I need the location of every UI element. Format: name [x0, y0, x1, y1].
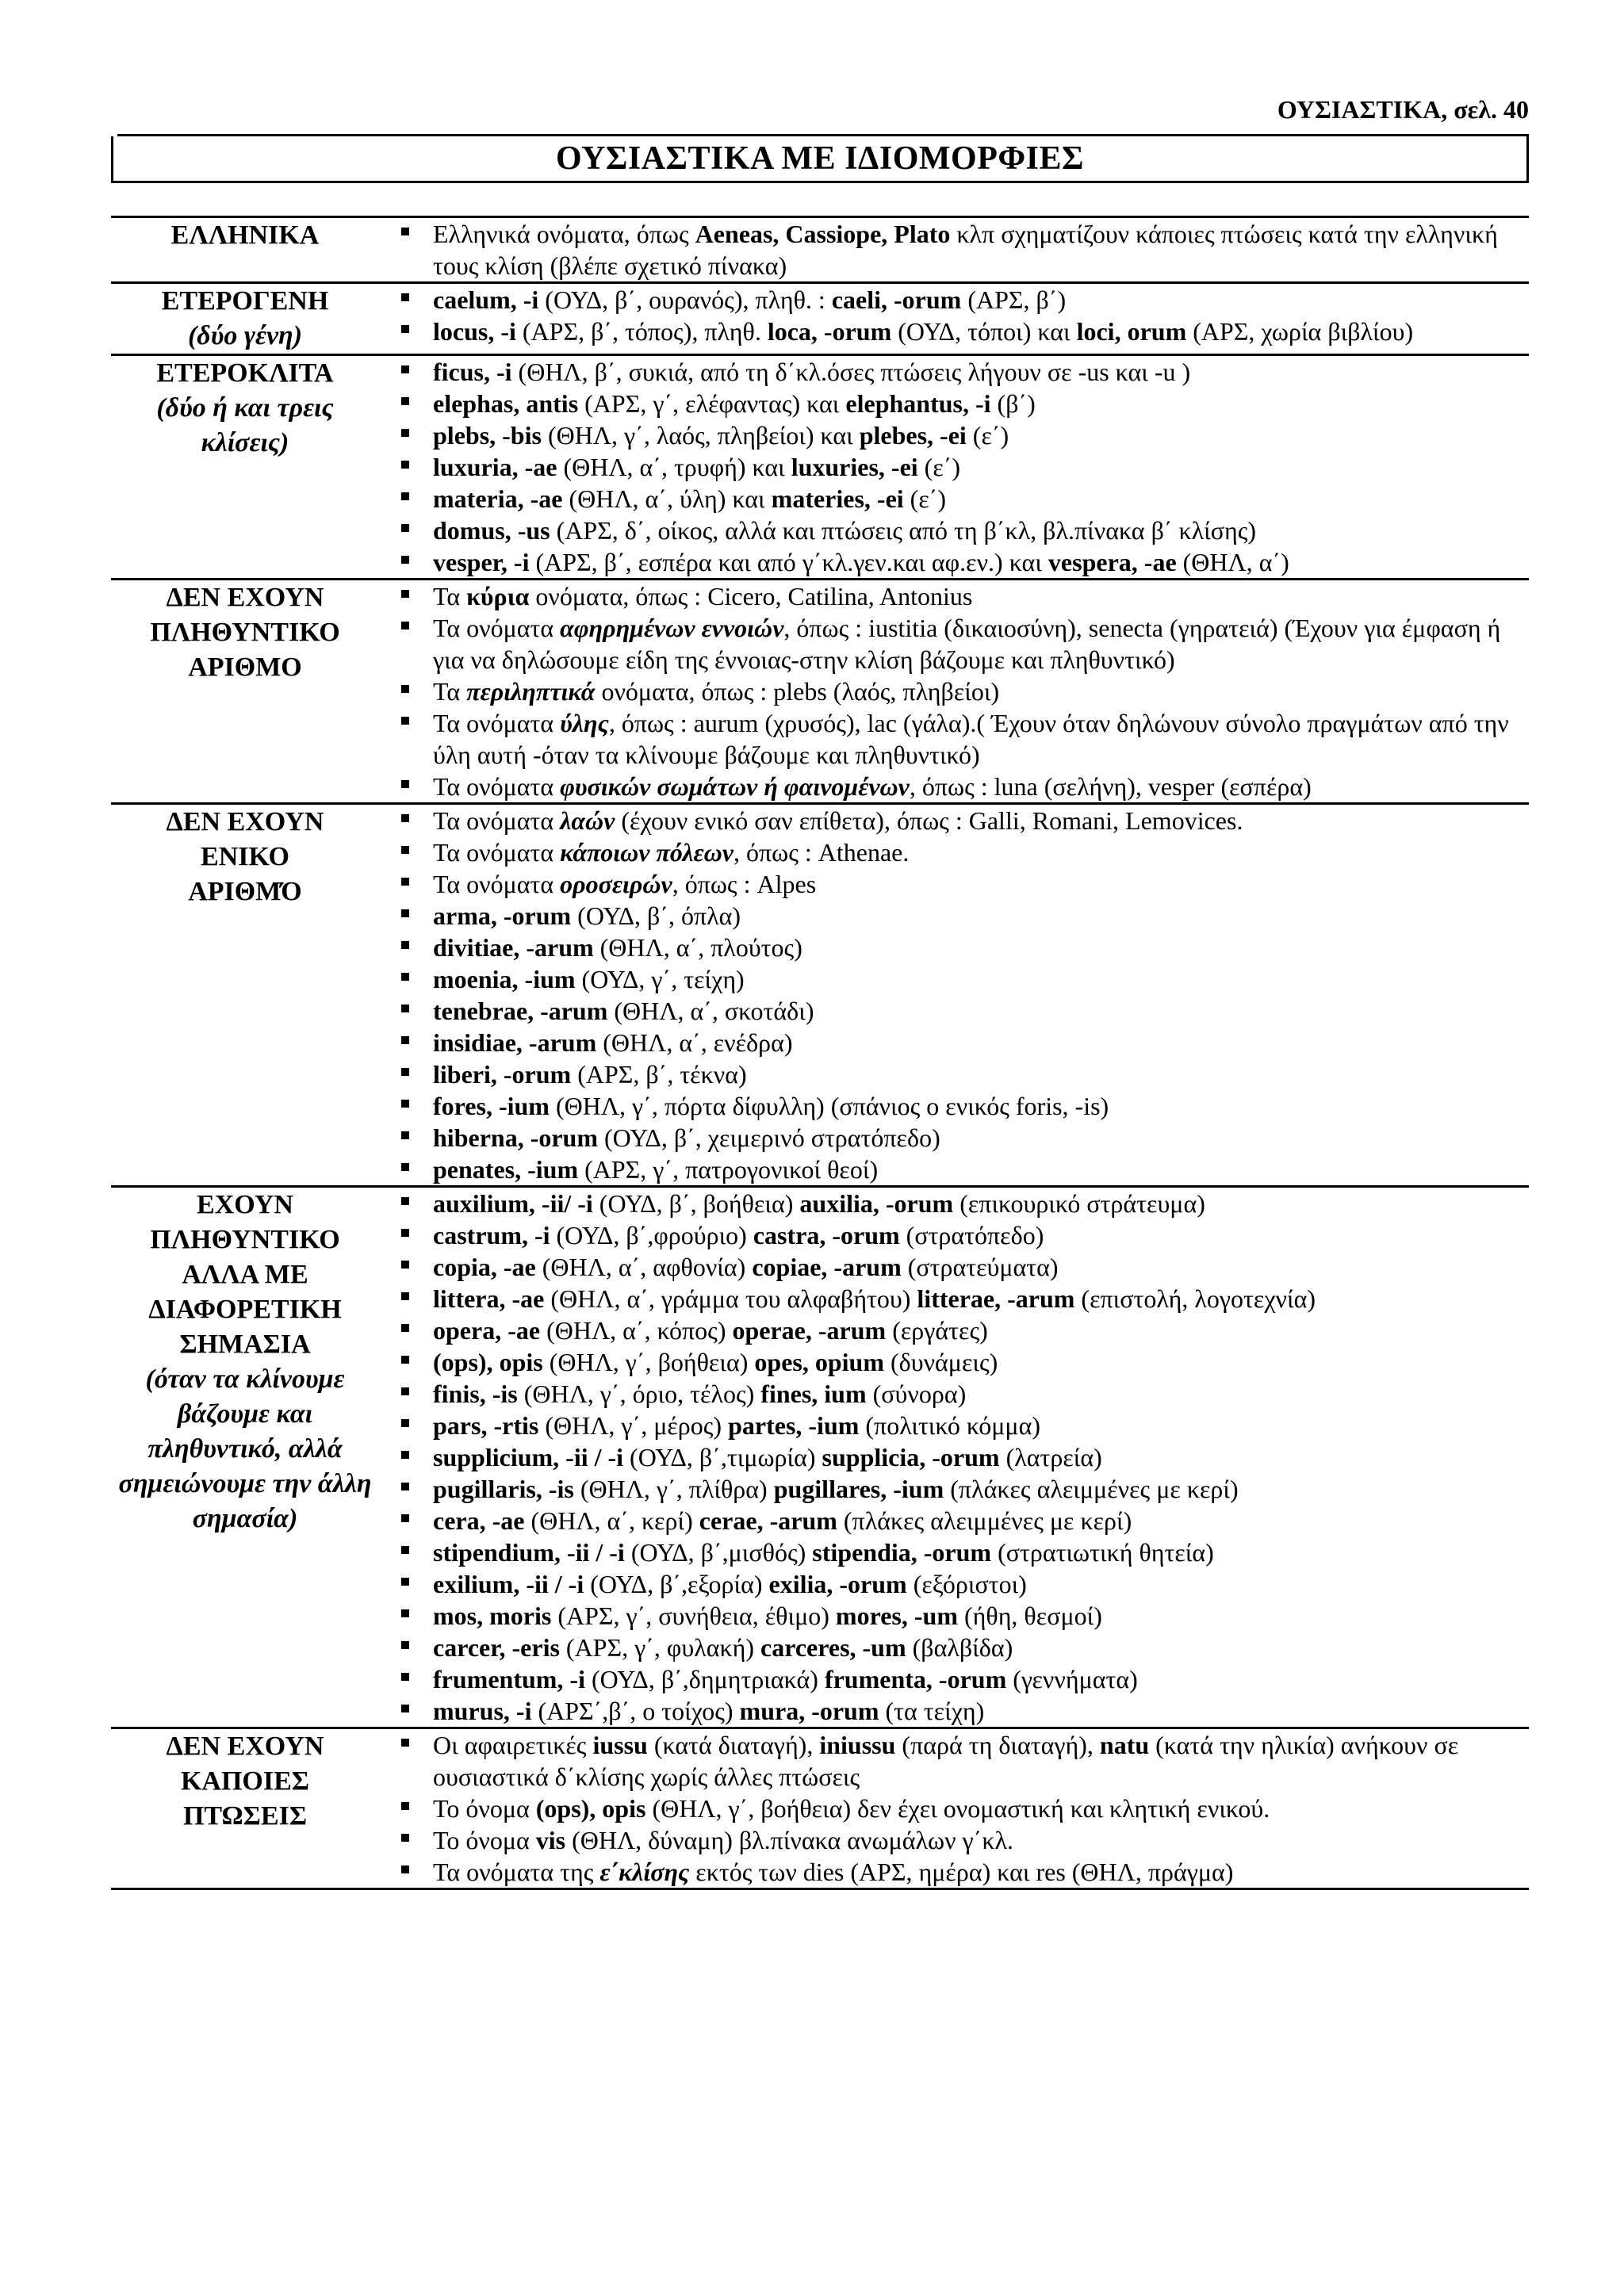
list-item — [395, 284, 1529, 316]
item-text: (ΟΥΔ, β΄, βοήθεια) — [592, 1189, 800, 1218]
bold-term: vesper, -i — [433, 548, 530, 576]
bold-term: materia, -ae — [433, 484, 563, 513]
item-text: (ΘΗΛ, γ΄, όριο, τέλος) — [517, 1380, 761, 1408]
list-item — [395, 451, 1529, 483]
bold-term: mores, -um — [835, 1601, 958, 1630]
item-text: (ΘΗΛ, β΄, συκιά, από τη δ΄κλ.όσες πτώσεις λήγουν σε -us και -u ) — [511, 358, 1191, 386]
section-content — [379, 217, 1529, 283]
list-item — [395, 932, 1529, 963]
bold-term: copiae, -arum — [752, 1253, 902, 1281]
item-text: (ΟΥΔ, β΄,εξορία) — [584, 1570, 769, 1598]
label-subtitle: (δύο ή και τρεις κλίσεις) — [156, 393, 334, 457]
bold-term: stipendium, -ii / -i — [433, 1538, 625, 1567]
bold-term: fines, ium — [760, 1380, 867, 1408]
emphasis-text: φυσικών σωμάτων ή φαινομένων — [560, 772, 910, 801]
list-item — [395, 805, 1529, 836]
bold-term — [560, 838, 733, 867]
section-content — [379, 1728, 1529, 1889]
list-item — [395, 546, 1529, 578]
list-item — [395, 1568, 1529, 1600]
bold-term: ficus, -i — [433, 358, 512, 386]
bold-term: cera, -ae — [433, 1506, 525, 1535]
bold-term: mura, -orum — [739, 1697, 879, 1725]
label-line: ΑΡΙΘΜΟ — [188, 652, 302, 682]
bold-term — [466, 677, 595, 706]
emphasis-text: οροσειρών — [560, 870, 672, 898]
item-text: (επικουρικό στράτευμα) — [953, 1189, 1205, 1218]
bold-term: luxuria, -ae — [433, 453, 557, 481]
item-text: Τα ονόματα — [433, 772, 561, 801]
label-line: ΣΗΜΑΣΙΑ — [179, 1330, 311, 1359]
item-text: (ΑΡΣ, χωρία βιβλίου) — [1186, 317, 1414, 346]
item-text: (ΘΗΛ, α΄) — [1176, 548, 1289, 576]
label-line: ΔΕΝ ΕΧΟΥΝ — [166, 807, 324, 836]
section-content — [379, 283, 1529, 355]
label-line: ΕΤΕΡΟΚΛΙΤΑ — [156, 358, 334, 388]
bold-term: loci, orum — [1076, 317, 1187, 346]
item-text: (ΟΥΔ, β΄, όπλα) — [571, 901, 741, 930]
label-subtitle: (όταν τα κλίνουμε βάζουμε και πληθυντικό, αλλά σημειώνουμε την άλλη σημασία) — [118, 1364, 372, 1533]
section-label — [111, 355, 379, 580]
label-subtitle: (δύο γένη) — [187, 321, 303, 350]
label-line: ΔΕΝ ΕΧΟΥΝ — [166, 583, 324, 612]
list-item — [395, 316, 1529, 347]
bold-term: cerae, -arum — [699, 1506, 837, 1535]
label-line: ΑΡΙΘΜΌ — [188, 877, 302, 906]
item-text: (στρατεύματα) — [901, 1253, 1059, 1281]
bold-term: κύρια — [466, 582, 530, 610]
bold-term: elephantus, -i — [845, 389, 991, 418]
item-text: (ε΄) — [966, 421, 1009, 450]
bold-term: elephas, antis — [433, 389, 579, 418]
item-text: Τα ονόματα — [433, 838, 561, 867]
bold-term: (ops), opis — [433, 1348, 543, 1376]
label-line: ΔΕΝ ΕΧΟΥΝ — [166, 1732, 324, 1761]
item-text: (ΘΗΛ, α΄, τρυφή) και — [557, 453, 791, 481]
item-text: (ΟΥΔ, β΄, χειμερινό στρατόπεδο) — [598, 1123, 940, 1152]
page-title: ΟΥΣΙΑΣΤΙΚΑ ΜΕ ΙΔΙΟΜΟΡΦΙΕΣ — [555, 140, 1084, 177]
bullet-list — [395, 1188, 1529, 1727]
item-text: (ΟΥΔ, β΄, ουρανός), πληθ. : — [538, 285, 832, 314]
bold-term: arma, -orum — [433, 901, 572, 930]
bold-term: supplicia, -orum — [822, 1443, 1000, 1471]
section-row — [111, 1187, 1529, 1728]
list-item — [395, 1600, 1529, 1632]
list-item — [395, 707, 1529, 771]
bold-term: materies, -ei — [771, 484, 904, 513]
bold-term: frumentum, -i — [433, 1665, 585, 1693]
list-item — [395, 771, 1529, 802]
bold-term: carceres, -um — [760, 1633, 906, 1662]
emphasis-text: περιληπτικά — [466, 677, 596, 706]
bold-term: partes, -ium — [728, 1411, 860, 1440]
bullet-list — [395, 218, 1529, 281]
bold-term — [560, 806, 615, 835]
item-text: (ΘΗΛ, γ΄, λαός, πληβείοι) και — [541, 421, 860, 450]
bold-term: auxilium, -ii/ -i — [433, 1189, 593, 1218]
bold-term: opes, opium — [754, 1348, 884, 1376]
list-item — [395, 1188, 1529, 1219]
item-text: (κατά την ηλικία) ανήκουν σε ουσιαστικά δ΄κλίσης χωρίς άλλες πτώσεις — [433, 1731, 1459, 1791]
bold-term: tenebrae, -arum — [433, 997, 608, 1025]
item-text: (ΘΗΛ, α΄, σκοτάδι) — [607, 997, 814, 1025]
section-row — [111, 804, 1529, 1187]
bold-term: (ops), opis — [535, 1794, 646, 1823]
bold-term — [599, 1858, 689, 1886]
bold-term: loca, -orum — [767, 317, 892, 346]
list-item — [395, 1695, 1529, 1727]
page-header — [117, 95, 1529, 136]
bullet-list — [395, 284, 1529, 347]
item-text: Ελληνικά ονόματα, όπως — [433, 220, 695, 248]
list-item — [395, 1090, 1529, 1122]
bold-term: mos, moris — [433, 1601, 552, 1630]
item-text: εκτός των dies (ΑΡΣ, ημέρα) και res (ΘΗΛ, πράγμα) — [689, 1858, 1234, 1886]
item-text: (ΘΗΛ, α΄, ύλη) και — [562, 484, 772, 513]
list-item — [395, 388, 1529, 419]
bold-term: frumenta, -orum — [824, 1665, 1007, 1693]
emphasis-text: λαών — [560, 806, 615, 835]
item-text: Τα ονόματα — [433, 709, 561, 737]
item-text: Οι αφαιρετικές — [433, 1731, 593, 1759]
bold-term: copia, -ae — [433, 1253, 536, 1281]
item-text: Τα ονόματα — [433, 806, 561, 835]
emphasis-text: ύλης — [560, 709, 609, 737]
list-item — [395, 1441, 1529, 1473]
list-item — [395, 1856, 1529, 1888]
item-text: (σύνορα) — [866, 1380, 967, 1408]
bold-term: vis — [535, 1826, 566, 1854]
label-line: ΕΤΕΡΟΓΕΝΗ — [161, 286, 329, 316]
bold-term: penates, -ium — [433, 1155, 579, 1184]
bold-term: moenia, -ium — [433, 965, 576, 993]
item-text: (ΑΡΣ΄,β΄, ο τοίχος) — [531, 1697, 740, 1725]
bold-term: plebs, -bis — [433, 421, 542, 450]
item-text: (ΟΥΔ, τόποι) και — [891, 317, 1077, 346]
list-item — [395, 419, 1529, 451]
item-text: (ΑΡΣ, γ΄, ελέφαντας) και — [578, 389, 846, 418]
section-row — [111, 217, 1529, 283]
bold-term: liberi, -orum — [433, 1060, 572, 1089]
bold-term: domus, -us — [433, 516, 550, 545]
section-content — [379, 355, 1529, 580]
item-text: (β΄) — [990, 389, 1036, 418]
list-item — [395, 1219, 1529, 1251]
item-text: , όπως : aurum (χρυσός), lac (γάλα).( Έχουν όταν δηλώνουν σύνολο πραγμάτων από την ύλη αυτή -όταν τα κλίνουμε βάζουμε και πληθυντικό) — [433, 709, 1509, 769]
item-text: (στρατόπεδο) — [899, 1221, 1044, 1249]
item-text: (τα τείχη) — [879, 1697, 985, 1725]
item-text: (ΘΗΛ, α΄, ενέδρα) — [596, 1028, 793, 1057]
item-text: (στρατιωτική θητεία) — [991, 1538, 1214, 1567]
list-item — [395, 868, 1529, 900]
item-text: (ΟΥΔ, β΄,δημητριακά) — [584, 1665, 825, 1693]
item-text: (ΘΗΛ, γ΄, πόρτα δίφυλλη) (σπάνιος ο ενικός foris, -is) — [549, 1092, 1109, 1120]
item-text: (ΘΗΛ, γ΄, μέρος) — [538, 1411, 729, 1440]
item-text: (έχουν ενικό σαν επίθετα), όπως : Galli, Romani, Lemovices. — [615, 806, 1243, 835]
list-item — [395, 1378, 1529, 1410]
item-text: (ε΄) — [917, 453, 961, 481]
label-line: ΠΤΩΣΕΙΣ — [182, 1801, 308, 1831]
label-line: ΑΛΛΑ ΜΕ — [182, 1260, 308, 1289]
item-text: Το όνομα — [433, 1826, 536, 1854]
bold-term: iussu — [592, 1731, 648, 1759]
title-box — [111, 136, 1529, 183]
item-text: (ΟΥΔ, β΄,τιμωρία) — [623, 1443, 822, 1471]
list-item — [395, 675, 1529, 707]
bold-term: insidiae, -arum — [433, 1028, 597, 1057]
section-row — [111, 1728, 1529, 1889]
item-text: (ΘΗΛ, α΄, αφθονία) — [535, 1253, 753, 1281]
list-item — [395, 1632, 1529, 1663]
item-text: (ΘΗΛ, α΄, κερί) — [524, 1506, 699, 1535]
list-item — [395, 1283, 1529, 1314]
bold-term: castrum, -i — [433, 1221, 550, 1249]
bold-term: auxilia, -orum — [799, 1189, 954, 1218]
item-text: (ΘΗΛ, γ΄, βοήθεια) δεν έχει ονομαστική και κλητική ενικού. — [645, 1794, 1270, 1823]
bold-term: fores, -ium — [433, 1092, 550, 1120]
list-item — [395, 1663, 1529, 1695]
item-text: (ΘΗΛ, γ΄, πλίθρα) — [573, 1475, 774, 1503]
item-text: (βαλβίδα) — [906, 1633, 1013, 1662]
bold-term: natu — [1099, 1731, 1150, 1759]
list-item — [395, 1027, 1529, 1058]
label-line: ΠΛΗΘΥΝΤΙΚΟ — [150, 618, 340, 647]
list-item — [395, 1793, 1529, 1824]
section-label — [111, 580, 379, 804]
list-item — [395, 356, 1529, 388]
list-item — [395, 1729, 1529, 1793]
list-item — [395, 483, 1529, 515]
bold-term: exilium, -ii / -i — [433, 1570, 584, 1598]
item-text: Τα ονόματα — [433, 614, 561, 642]
bold-term: hiberna, -orum — [433, 1123, 598, 1152]
bold-term: caelum, -i — [433, 285, 539, 314]
item-text: (ε΄) — [903, 484, 947, 513]
bold-term: caeli, -orum — [831, 285, 962, 314]
label-line: ΠΛΗΘΥΝΤΙΚΟ — [150, 1225, 340, 1254]
list-item — [395, 995, 1529, 1027]
item-text: (ΑΡΣ, β΄, τέκνα) — [571, 1060, 747, 1089]
bold-term: castra, -orum — [753, 1221, 900, 1249]
item-text: (ΟΥΔ, β΄,φρούριο) — [550, 1221, 753, 1249]
item-text: (ΑΡΣ, β΄, εσπέρα και από γ΄κλ.γεν.και αφ.εν.) και — [529, 548, 1048, 576]
bold-term: vespera, -ae — [1048, 548, 1177, 576]
bold-term: carcer, -eris — [433, 1633, 560, 1662]
list-item — [395, 1058, 1529, 1090]
label-line: ΕΛΛΗΝΙΚΑ — [170, 220, 320, 250]
item-text: (πλάκες αλειμμένες με κερί) — [944, 1475, 1239, 1503]
section-content — [379, 804, 1529, 1187]
list-item — [395, 900, 1529, 932]
label-line: ΕΝΙΚΟ — [201, 842, 289, 871]
list-item — [395, 1346, 1529, 1378]
item-text: (παρά τη διαταγή), — [895, 1731, 1100, 1759]
item-text: (ΟΥΔ, γ΄, τείχη) — [575, 965, 745, 993]
bold-term: murus, -i — [433, 1697, 532, 1725]
bold-term — [560, 870, 672, 898]
item-text: (πλάκες αλειμμένες με κερί) — [837, 1506, 1132, 1535]
item-text: (ΘΗΛ, γ΄, βοήθεια) — [542, 1348, 755, 1376]
bold-term: exilia, -orum — [768, 1570, 907, 1598]
list-item — [395, 515, 1529, 546]
bold-term: pugillaris, -is — [433, 1475, 574, 1503]
list-item — [395, 1410, 1529, 1441]
bold-term: stipendia, -orum — [812, 1538, 992, 1567]
bold-term: litterae, -arum — [917, 1284, 1075, 1313]
list-item — [395, 1122, 1529, 1154]
emphasis-text: κάποιων πόλεων — [560, 838, 733, 867]
bold-term: plebes, -ei — [859, 421, 967, 450]
bold-term — [560, 614, 783, 642]
list-item — [395, 1314, 1529, 1346]
nouns-table — [111, 216, 1529, 1890]
bold-term: pugillares, -ium — [773, 1475, 944, 1503]
item-text: (ΘΗΛ, α΄, κόπος) — [540, 1316, 733, 1345]
item-text: (λατρεία) — [999, 1443, 1102, 1471]
section-label — [111, 283, 379, 355]
emphasis-text: ε΄κλίσης — [599, 1858, 690, 1886]
item-text: κλπ σχηματίζουν κάποιες πτώσεις κατά την ελληνική τους κλίση (βλέπε σχετικό πίνακα) — [433, 220, 1498, 280]
bold-term: luxuries, -ei — [791, 453, 918, 481]
bullet-list — [395, 805, 1529, 1185]
item-text: (ΘΗΛ, α΄, πλούτος) — [593, 933, 802, 962]
bold-term — [560, 772, 910, 801]
list-item — [395, 218, 1529, 281]
item-text: Τα — [433, 582, 467, 610]
section-row — [111, 355, 1529, 580]
list-item — [395, 1824, 1529, 1856]
page-reference: ΟΥΣΙΑΣΤΙΚΑ, σελ. 40 — [1277, 95, 1529, 124]
bold-term: pars, -rtis — [433, 1411, 539, 1440]
section-content — [379, 1187, 1529, 1728]
bold-term: divitiae, -arum — [433, 933, 594, 962]
section-row — [111, 580, 1529, 804]
item-text: (ήθη, θεσμοί) — [957, 1601, 1102, 1630]
bullet-list — [395, 580, 1529, 802]
item-text: ονόματα, όπως : plebs (λαός, πληβείοι) — [595, 677, 1000, 706]
bold-term: opera, -ae — [433, 1316, 541, 1345]
item-text: (γεννήματα) — [1006, 1665, 1138, 1693]
emphasis-text: αφηρημένων εννοιών — [560, 614, 784, 642]
list-item — [395, 1154, 1529, 1185]
bold-term: locus, -i — [433, 317, 516, 346]
item-text: (ΑΡΣ, γ΄, φυλακή) — [559, 1633, 760, 1662]
label-line: ΚΑΠΟΙΕΣ — [180, 1766, 310, 1796]
list-item — [395, 1473, 1529, 1505]
list-item — [395, 1505, 1529, 1536]
bullet-list — [395, 356, 1529, 578]
item-text: Το όνομα — [433, 1794, 536, 1823]
item-text: (ΘΗΛ, α΄, γράμμα του αλφαβήτου) — [544, 1284, 917, 1313]
bold-term: operae, -arum — [732, 1316, 887, 1345]
list-item — [395, 580, 1529, 612]
bold-term: finis, -is — [433, 1380, 518, 1408]
list-item — [395, 1251, 1529, 1283]
item-text: Τα ονόματα της — [433, 1858, 600, 1886]
bold-term — [560, 709, 609, 737]
list-item — [395, 612, 1529, 675]
item-text: (ΑΡΣ, γ΄, συνήθεια, έθιμο) — [551, 1601, 836, 1630]
item-text: , όπως : luna (σελήνη), vesper (εσπέρα) — [909, 772, 1312, 801]
label-line: ΔΙΑΦΟΡΕΤΙΚΗ — [148, 1295, 342, 1324]
item-text: (ΟΥΔ, β΄,μισθός) — [624, 1538, 813, 1567]
label-line: ΕΧΟΥΝ — [197, 1190, 293, 1219]
item-text: (ΑΡΣ, γ΄, πατρογονικοί θεοί) — [578, 1155, 879, 1184]
item-text: (ΑΡΣ, β΄, τόπος), πληθ. — [515, 317, 768, 346]
list-item — [395, 1536, 1529, 1568]
item-text: ονόματα, όπως : Cicero, Catilina, Antonius — [529, 582, 973, 610]
bold-term: littera, -ae — [433, 1284, 545, 1313]
section-label — [111, 1187, 379, 1728]
item-text: (κατά διαταγή), — [647, 1731, 820, 1759]
section-label — [111, 804, 379, 1187]
item-text: (ΑΡΣ, δ΄, οίκος, αλλά και πτώσεις από τη β΄κλ, βλ.πίνακα β΄ κλίσης) — [550, 516, 1257, 545]
item-text: Τα ονόματα — [433, 870, 561, 898]
item-text: (δυνάμεις) — [883, 1348, 998, 1376]
section-label — [111, 1728, 379, 1889]
list-item — [395, 963, 1529, 995]
item-text: (ΘΗΛ, δύναμη) βλ.πίνακα ανωμάλων γ΄κλ. — [565, 1826, 1013, 1854]
item-text: , όπως : iustitia (δικαιοσύνη), senecta (γηρατειά) (Έχουν για έμφαση ή για να δηλώσουμε είδη της έννοιας-στην κλίση βάζουμε και πληθυντικό) — [433, 614, 1501, 674]
item-text: (επιστολή, λογοτεχνία) — [1074, 1284, 1316, 1313]
list-item — [395, 836, 1529, 868]
bold-term: Aeneas, Cassiope, Plato — [695, 220, 951, 248]
section-row — [111, 283, 1529, 355]
item-text: (πολιτικό κόμμα) — [859, 1411, 1040, 1440]
bold-term: supplicium, -ii / -i — [433, 1443, 624, 1471]
bold-term: iniussu — [819, 1731, 896, 1759]
section-content — [379, 580, 1529, 804]
item-text: (εργάτες) — [886, 1316, 988, 1345]
item-text: , όπως : Alpes — [672, 870, 817, 898]
item-text: Τα — [433, 677, 467, 706]
item-text: (ΑΡΣ, β΄) — [961, 285, 1067, 314]
section-label — [111, 217, 379, 283]
item-text: (εξόριστοι) — [906, 1570, 1027, 1598]
bullet-list — [395, 1729, 1529, 1888]
item-text: , όπως : Athenae. — [733, 838, 910, 867]
